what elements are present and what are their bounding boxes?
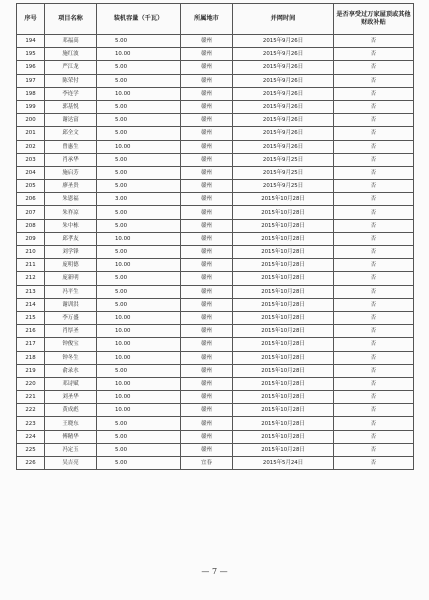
cell-serial-number: 210 <box>17 246 45 259</box>
cell-subsidy-status: 否 <box>334 351 414 364</box>
cell-city: 赣州 <box>181 166 233 179</box>
table-row <box>17 206 414 219</box>
table-row <box>17 166 414 179</box>
cell-grid-connection-date: 2015年10月28日 <box>233 404 334 417</box>
cell-subsidy-status: 否 <box>334 219 414 232</box>
cell-serial-number: 225 <box>17 443 45 456</box>
cell-project-name: 廖圣贵 <box>45 180 97 193</box>
cell-subsidy-status: 否 <box>334 338 414 351</box>
cell-city: 赣州 <box>181 48 233 61</box>
cell-installed-capacity: 5.00 <box>97 364 181 377</box>
cell-installed-capacity: 5.00 <box>97 272 181 285</box>
cell-grid-connection-date: 2015年10月28日 <box>233 272 334 285</box>
cell-serial-number: 203 <box>17 153 45 166</box>
cell-city: 赣州 <box>181 377 233 390</box>
cell-grid-connection-date: 2015年10月28日 <box>233 325 334 338</box>
cell-city: 赣州 <box>181 180 233 193</box>
cell-serial-number: 222 <box>17 404 45 417</box>
cell-city: 赣州 <box>181 443 233 456</box>
cell-grid-connection-date: 2015年10月28日 <box>233 232 334 245</box>
cell-city: 赣州 <box>181 232 233 245</box>
cell-subsidy-status: 否 <box>334 114 414 127</box>
cell-grid-connection-date: 2015年10月28日 <box>233 246 334 259</box>
cell-subsidy-status: 否 <box>334 166 414 179</box>
cell-city: 赣州 <box>181 430 233 443</box>
cell-subsidy-status: 否 <box>334 311 414 324</box>
cell-grid-connection-date: 2015年9月25日 <box>233 166 334 179</box>
cell-serial-number: 212 <box>17 272 45 285</box>
cell-grid-connection-date: 2015年10月28日 <box>233 206 334 219</box>
cell-serial-number: 224 <box>17 430 45 443</box>
table-row <box>17 114 414 127</box>
header-serial-number: 序号 <box>17 4 45 35</box>
cell-subsidy-status: 否 <box>334 377 414 390</box>
cell-subsidy-status: 否 <box>334 443 414 456</box>
cell-city: 赣州 <box>181 193 233 206</box>
cell-grid-connection-date: 2015年10月28日 <box>233 417 334 430</box>
cell-installed-capacity: 5.00 <box>97 298 181 311</box>
table-row <box>17 404 414 417</box>
cell-serial-number: 201 <box>17 127 45 140</box>
cell-subsidy-status: 否 <box>334 48 414 61</box>
cell-serial-number: 198 <box>17 87 45 100</box>
cell-subsidy-status: 否 <box>334 391 414 404</box>
cell-grid-connection-date: 2015年9月26日 <box>233 61 334 74</box>
cell-project-name: 谢训洪 <box>45 298 97 311</box>
cell-grid-connection-date: 2015年5月24日 <box>233 457 334 470</box>
cell-serial-number: 215 <box>17 311 45 324</box>
cell-installed-capacity: 5.00 <box>97 166 181 179</box>
table-row <box>17 35 414 48</box>
cell-installed-capacity: 5.00 <box>97 74 181 87</box>
cell-grid-connection-date: 2015年10月28日 <box>233 443 334 456</box>
cell-city: 赣州 <box>181 74 233 87</box>
cell-grid-connection-date: 2015年10月28日 <box>233 219 334 232</box>
cell-installed-capacity: 3.00 <box>97 193 181 206</box>
cell-serial-number: 204 <box>17 166 45 179</box>
cell-project-name: 钟冬生 <box>45 351 97 364</box>
cell-installed-capacity: 5.00 <box>97 457 181 470</box>
cell-city: 赣州 <box>181 272 233 285</box>
cell-project-name: 冯平生 <box>45 285 97 298</box>
cell-project-name: 朱中栋 <box>45 219 97 232</box>
cell-project-name: 陈荣付 <box>45 74 97 87</box>
cell-grid-connection-date: 2015年10月28日 <box>233 259 334 272</box>
cell-serial-number: 200 <box>17 114 45 127</box>
cell-project-name: 黄成彪 <box>45 404 97 417</box>
cell-serial-number: 208 <box>17 219 45 232</box>
cell-project-name: 邱孝友 <box>45 232 97 245</box>
header-subsidy-status: 是否享受过万家屋顶或其他财政补贴 <box>334 4 414 35</box>
cell-city: 赣州 <box>181 219 233 232</box>
cell-project-name: 冯定玉 <box>45 443 97 456</box>
cell-city: 赣州 <box>181 404 233 417</box>
cell-city: 赣州 <box>181 259 233 272</box>
cell-city: 赣州 <box>181 285 233 298</box>
cell-project-name: 谢达富 <box>45 114 97 127</box>
cell-project-name: 朱祚凉 <box>45 206 97 219</box>
cell-installed-capacity: 5.00 <box>97 153 181 166</box>
cell-subsidy-status: 否 <box>334 206 414 219</box>
page-number: — 7 — <box>201 567 228 576</box>
cell-serial-number: 219 <box>17 364 45 377</box>
cell-project-name: 肖厚圣 <box>45 325 97 338</box>
table-row <box>17 457 414 470</box>
cell-city: 赣州 <box>181 364 233 377</box>
table-row <box>17 127 414 140</box>
subsidy-table-wrapper <box>16 3 414 470</box>
cell-city: 赣州 <box>181 153 233 166</box>
cell-grid-connection-date: 2015年10月28日 <box>233 377 334 390</box>
cell-installed-capacity: 5.00 <box>97 417 181 430</box>
cell-installed-capacity: 5.00 <box>97 430 181 443</box>
cell-grid-connection-date: 2015年10月28日 <box>233 285 334 298</box>
cell-serial-number: 195 <box>17 48 45 61</box>
cell-subsidy-status: 否 <box>334 74 414 87</box>
cell-project-name: 俞录水 <box>45 364 97 377</box>
cell-project-name: 肖承华 <box>45 153 97 166</box>
table-row <box>17 48 414 61</box>
cell-installed-capacity: 5.00 <box>97 61 181 74</box>
cell-grid-connection-date: 2015年9月25日 <box>233 153 334 166</box>
cell-grid-connection-date: 2015年10月28日 <box>233 364 334 377</box>
cell-subsidy-status: 否 <box>334 430 414 443</box>
table-body <box>17 35 414 470</box>
cell-installed-capacity: 10.00 <box>97 351 181 364</box>
cell-serial-number: 211 <box>17 259 45 272</box>
cell-project-name: 庞明德 <box>45 259 97 272</box>
cell-subsidy-status: 否 <box>334 325 414 338</box>
table-header-row <box>17 4 414 35</box>
cell-city: 赣州 <box>181 140 233 153</box>
table-row <box>17 443 414 456</box>
cell-project-name: 施红波 <box>45 48 97 61</box>
cell-project-name: 王晓东 <box>45 417 97 430</box>
cell-subsidy-status: 否 <box>334 61 414 74</box>
cell-installed-capacity: 10.00 <box>97 338 181 351</box>
cell-serial-number: 226 <box>17 457 45 470</box>
cell-project-name: 李万盛 <box>45 311 97 324</box>
cell-project-name: 吴吉亮 <box>45 457 97 470</box>
cell-subsidy-status: 否 <box>334 100 414 113</box>
cell-grid-connection-date: 2015年9月26日 <box>233 100 334 113</box>
cell-subsidy-status: 否 <box>334 180 414 193</box>
header-project-name: 项目名称 <box>45 4 97 35</box>
table-row <box>17 87 414 100</box>
cell-city: 赣州 <box>181 246 233 259</box>
cell-installed-capacity: 10.00 <box>97 48 181 61</box>
cell-grid-connection-date: 2015年10月28日 <box>233 351 334 364</box>
table-row <box>17 377 414 390</box>
cell-city: 宜春 <box>181 457 233 470</box>
cell-installed-capacity: 10.00 <box>97 391 181 404</box>
cell-installed-capacity: 10.00 <box>97 377 181 390</box>
table-row <box>17 100 414 113</box>
table-row <box>17 153 414 166</box>
table-row <box>17 219 414 232</box>
cell-serial-number: 209 <box>17 232 45 245</box>
cell-subsidy-status: 否 <box>334 153 414 166</box>
table-row <box>17 417 414 430</box>
cell-serial-number: 223 <box>17 417 45 430</box>
header-city: 所属地市 <box>181 4 233 35</box>
cell-grid-connection-date: 2015年9月26日 <box>233 140 334 153</box>
cell-installed-capacity: 5.00 <box>97 35 181 48</box>
cell-city: 赣州 <box>181 87 233 100</box>
cell-serial-number: 217 <box>17 338 45 351</box>
cell-grid-connection-date: 2015年9月26日 <box>233 48 334 61</box>
cell-city: 赣州 <box>181 338 233 351</box>
cell-installed-capacity: 10.00 <box>97 232 181 245</box>
cell-project-name: 邓诗赋 <box>45 377 97 390</box>
cell-project-name: 曾惠生 <box>45 140 97 153</box>
cell-city: 赣州 <box>181 127 233 140</box>
table-row <box>17 351 414 364</box>
cell-project-name: 庞新明 <box>45 272 97 285</box>
cell-city: 赣州 <box>181 311 233 324</box>
cell-project-name: 严江龙 <box>45 61 97 74</box>
cell-grid-connection-date: 2015年10月28日 <box>233 311 334 324</box>
cell-project-name: 刘学锋 <box>45 246 97 259</box>
cell-city: 赣州 <box>181 206 233 219</box>
table-row <box>17 430 414 443</box>
project-table <box>16 3 414 470</box>
table-row <box>17 180 414 193</box>
cell-installed-capacity: 10.00 <box>97 404 181 417</box>
cell-serial-number: 221 <box>17 391 45 404</box>
cell-installed-capacity: 5.00 <box>97 219 181 232</box>
cell-grid-connection-date: 2015年10月28日 <box>233 298 334 311</box>
cell-subsidy-status: 否 <box>334 232 414 245</box>
cell-grid-connection-date: 2015年9月26日 <box>233 127 334 140</box>
cell-grid-connection-date: 2015年9月26日 <box>233 114 334 127</box>
cell-subsidy-status: 否 <box>334 417 414 430</box>
cell-grid-connection-date: 2015年10月28日 <box>233 391 334 404</box>
cell-subsidy-status: 否 <box>334 404 414 417</box>
cell-installed-capacity: 5.00 <box>97 285 181 298</box>
cell-installed-capacity: 10.00 <box>97 325 181 338</box>
cell-grid-connection-date: 2015年10月28日 <box>233 338 334 351</box>
table-row <box>17 364 414 377</box>
cell-project-name: 施启芳 <box>45 166 97 179</box>
cell-city: 赣州 <box>181 35 233 48</box>
cell-project-name: 李连学 <box>45 87 97 100</box>
cell-installed-capacity: 10.00 <box>97 259 181 272</box>
cell-subsidy-status: 否 <box>334 140 414 153</box>
cell-serial-number: 218 <box>17 351 45 364</box>
cell-grid-connection-date: 2015年9月26日 <box>233 35 334 48</box>
cell-subsidy-status: 否 <box>334 246 414 259</box>
cell-project-name: 朱恩福 <box>45 193 97 206</box>
cell-subsidy-status: 否 <box>334 35 414 48</box>
cell-grid-connection-date: 2015年10月28日 <box>233 193 334 206</box>
cell-serial-number: 206 <box>17 193 45 206</box>
cell-serial-number: 213 <box>17 285 45 298</box>
cell-project-name: 刘圣华 <box>45 391 97 404</box>
header-installed-capacity: 装机容量（千瓦） <box>97 4 181 35</box>
cell-subsidy-status: 否 <box>334 298 414 311</box>
cell-installed-capacity: 5.00 <box>97 443 181 456</box>
cell-subsidy-status: 否 <box>334 457 414 470</box>
cell-subsidy-status: 否 <box>334 364 414 377</box>
cell-city: 赣州 <box>181 325 233 338</box>
table-row <box>17 338 414 351</box>
cell-installed-capacity: 10.00 <box>97 140 181 153</box>
table-row <box>17 232 414 245</box>
cell-installed-capacity: 5.00 <box>97 100 181 113</box>
header-grid-connection-date: 并网时间 <box>233 4 334 35</box>
cell-city: 赣州 <box>181 417 233 430</box>
cell-serial-number: 207 <box>17 206 45 219</box>
cell-subsidy-status: 否 <box>334 193 414 206</box>
cell-city: 赣州 <box>181 351 233 364</box>
table-row <box>17 311 414 324</box>
table-row <box>17 61 414 74</box>
cell-serial-number: 196 <box>17 61 45 74</box>
cell-installed-capacity: 5.00 <box>97 246 181 259</box>
cell-installed-capacity: 10.00 <box>97 311 181 324</box>
table-row <box>17 391 414 404</box>
cell-serial-number: 216 <box>17 325 45 338</box>
cell-serial-number: 199 <box>17 100 45 113</box>
cell-installed-capacity: 10.00 <box>97 87 181 100</box>
cell-city: 赣州 <box>181 61 233 74</box>
cell-serial-number: 197 <box>17 74 45 87</box>
cell-project-name: 郭基悦 <box>45 100 97 113</box>
cell-project-name: 邓福高 <box>45 35 97 48</box>
cell-installed-capacity: 5.00 <box>97 180 181 193</box>
table-row <box>17 140 414 153</box>
cell-subsidy-status: 否 <box>334 285 414 298</box>
cell-serial-number: 220 <box>17 377 45 390</box>
cell-subsidy-status: 否 <box>334 272 414 285</box>
cell-serial-number: 202 <box>17 140 45 153</box>
cell-grid-connection-date: 2015年9月25日 <box>233 180 334 193</box>
cell-serial-number: 214 <box>17 298 45 311</box>
table-row <box>17 74 414 87</box>
cell-city: 赣州 <box>181 298 233 311</box>
cell-city: 赣州 <box>181 391 233 404</box>
cell-city: 赣州 <box>181 100 233 113</box>
cell-grid-connection-date: 2015年9月26日 <box>233 87 334 100</box>
table-row <box>17 298 414 311</box>
table-row <box>17 272 414 285</box>
cell-serial-number: 205 <box>17 180 45 193</box>
table-row <box>17 259 414 272</box>
table-row <box>17 193 414 206</box>
cell-subsidy-status: 否 <box>334 127 414 140</box>
cell-city: 赣州 <box>181 114 233 127</box>
table-row <box>17 285 414 298</box>
cell-subsidy-status: 否 <box>334 87 414 100</box>
table-row <box>17 246 414 259</box>
cell-project-name: 邱全文 <box>45 127 97 140</box>
cell-project-name: 傅精华 <box>45 430 97 443</box>
cell-grid-connection-date: 2015年10月28日 <box>233 430 334 443</box>
cell-serial-number: 194 <box>17 35 45 48</box>
cell-grid-connection-date: 2015年9月26日 <box>233 74 334 87</box>
cell-project-name: 钟俊宝 <box>45 338 97 351</box>
cell-subsidy-status: 否 <box>334 259 414 272</box>
cell-installed-capacity: 5.00 <box>97 127 181 140</box>
cell-installed-capacity: 5.00 <box>97 114 181 127</box>
table-row <box>17 325 414 338</box>
cell-installed-capacity: 5.00 <box>97 206 181 219</box>
